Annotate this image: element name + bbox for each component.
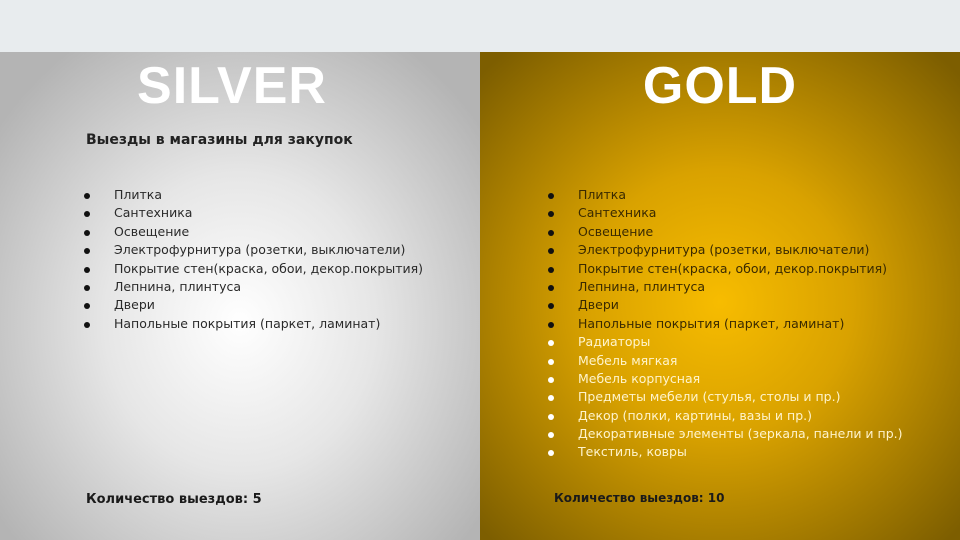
list-item [82,241,423,259]
list-item-label: Радиаторы [578,334,651,350]
list-item [546,241,902,259]
bullet-icon [84,193,90,199]
bullet-icon [548,377,554,383]
list-item-label: Декор (полки, картины, вазы и пр.) [578,407,812,423]
list-item-label: Плитка [578,187,627,202]
list-item-label: Предметы мебели (стулья, столы и пр.) [578,389,841,405]
list-item-label: Освещение [114,223,190,239]
list-item-label: Сантехника [578,205,657,221]
bullet-icon [84,322,90,328]
list-item-label: Двери [114,297,155,313]
bullet-icon [84,211,90,217]
list-item [546,425,902,443]
list-item-label: Мебель корпусная [578,370,701,386]
list-item-label: Электрофурнитура (розетки, выключатели) [114,242,406,258]
gold-title: GOLD [642,57,798,115]
bullet-icon [548,267,554,273]
list-item [546,296,902,314]
bullet-icon [548,193,554,199]
bullet-icon [548,359,554,365]
bullet-icon [548,285,554,291]
bullet-icon [84,248,90,254]
list-item [546,186,902,204]
list-item [546,260,902,278]
list-item [546,370,902,388]
list-item [82,260,423,278]
list-item-label: Напольные покрытия (паркет, ламинат) [578,315,845,331]
list-item [546,407,902,425]
silver-title: SILVER [137,57,327,115]
list-item-label: Плитка [114,187,163,202]
bullet-icon [548,211,554,217]
silver-count: Количество выездов: 5 [86,492,262,507]
silver-panel [0,52,480,540]
list-item-label: Текстиль, ковры [578,444,687,460]
list-item-label: Лепнина, плинтуса [578,278,706,294]
list-item [82,186,423,204]
list-item-label: Лепнина, плинтуса [114,278,242,294]
list-item [82,278,423,296]
list-item [546,352,902,370]
gold-panel [480,52,960,540]
list-item-label: Освещение [578,223,654,239]
list-item [546,204,902,222]
silver-list [82,186,423,333]
gold-count: Количество выездов: 10 [554,491,725,505]
bullet-icon [84,303,90,309]
bullet-icon [548,248,554,254]
bullet-icon [548,340,554,346]
list-item-label: Напольные покрытия (паркет, ламинат) [114,315,381,331]
list-item-label: Мебель мягкая [578,352,678,368]
list-item-label: Покрытие стен(краска, обои, декор.покрытия) [114,260,424,276]
list-item [82,204,423,222]
list-item-label: Электрофурнитура (розетки, выключатели) [578,242,870,258]
list-item-label: Двери [578,297,619,313]
list-item [546,388,902,406]
gold-list [546,186,902,462]
list-item [82,315,423,333]
bullet-icon [548,450,554,456]
bullet-icon [548,432,554,438]
list-item [546,443,902,461]
list-item [546,278,902,296]
bullet-icon [84,267,90,273]
top-bar [0,0,960,52]
list-item [546,333,902,351]
list-item-label: Декоративные элементы (зеркала, панели и пр.) [578,426,903,442]
bullet-icon [84,230,90,236]
list-item [546,223,902,241]
bullet-icon [548,322,554,328]
list-item [546,315,902,333]
bullet-icon [548,303,554,309]
list-item-label: Сантехника [114,205,193,221]
list-item [82,223,423,241]
silver-subtitle: Выезды в магазины для закупок [86,132,353,148]
bullet-icon [84,285,90,291]
bullet-icon [548,414,554,420]
list-item-label: Покрытие стен(краска, обои, декор.покрытия) [578,260,888,276]
list-item [82,296,423,314]
bullet-icon [548,230,554,236]
bullet-icon [548,395,554,401]
